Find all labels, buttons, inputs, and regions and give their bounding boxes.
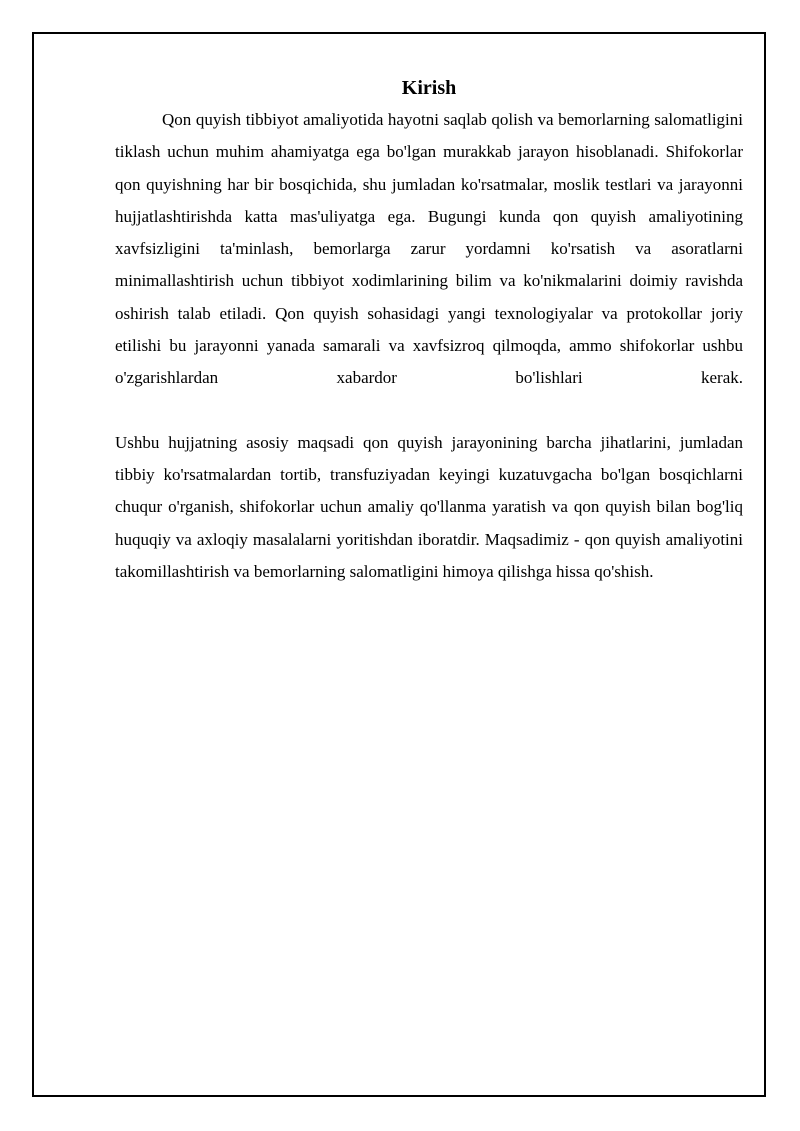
section-title: Kirish	[401, 77, 457, 99]
document-body	[115, 74, 743, 588]
paragraph-purpose: Ushbu hujjatning asosiy maqsadi qon quyish jarayonining barcha jihatlarini, jumladan tibbiy ko'rsatmalardan tortib, transfuziyadan keyingi kuzatuvgacha bo'lgan bosqichlarni chuqur o'rganish, shifokorlar uchun amaliy qo'llanma yaratish va qon quyish bilan bog'liq huquqiy va axloqiy masalalarni yoritishdan iboratdir. Maqsadimiz - qon quyish amaliyotini takomillashtirish va bemorlarning salomatligini himoya qilishga hissa qo'shish.	[115, 432, 743, 581]
paragraph-introduction: Qon quyish tibbiyot amaliyotida hayotni saqlab qolish va bemorlarning salomatligini tiklash uchun muhim ahamiyatga ega bo'lgan murakkab jarayon hisoblanadi. Shifokorlar qon quyishning har bir bosqichida, shu jumladan ko'rsatmalar, moslik testlari va jarayonni hujjatlashtirishda katta mas'uliyatga ega. Bugungi kunda qon quyish amaliyotining xavfsizligini ta'minlash, bemorlarga zarur yordamni ko'rsatish va asoratlarni minimallashtirish uchun tibbiyot xodimlarining bilim va ko'nikmalarini doimiy ravishda oshirish talab etiladi. Qon quyish sohasidagi yangi texnologiyalar va protokollar joriy etilishi bu jarayonni yanada samarali va xavfsizroq qilmoqda, ammo shifokorlar ushbu o'zgarishlardan xabardor bo'lishlari kerak.	[115, 110, 743, 388]
